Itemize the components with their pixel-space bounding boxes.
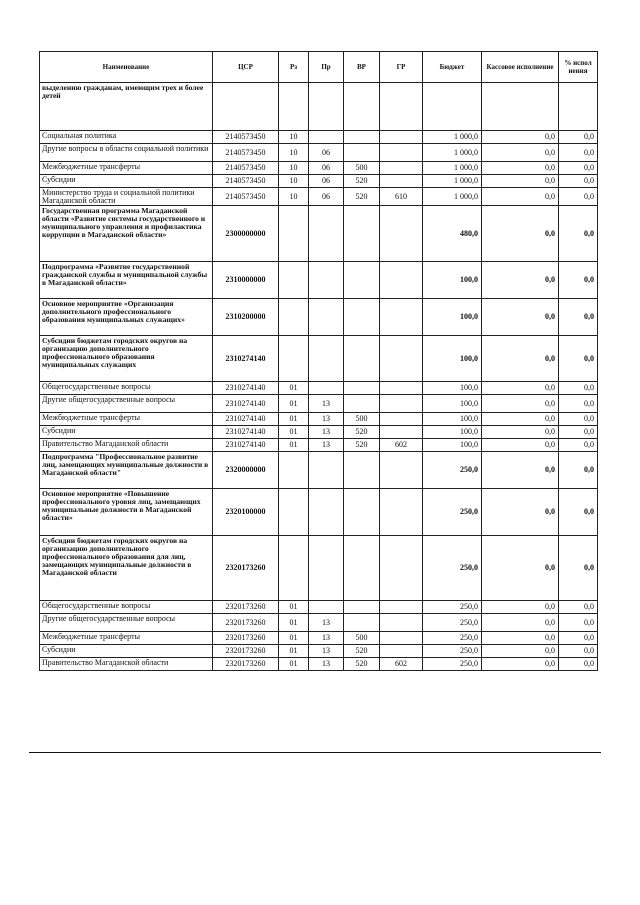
cell-rz: [279, 536, 309, 601]
cell-name: Основное мероприятие «Повышение профессионального уровня лиц, замещающих муниципальные должности в Магаданской области»: [40, 489, 213, 536]
cell-pct: 0,0: [559, 658, 598, 671]
cell-vr: 520: [344, 439, 380, 452]
cell-cash: 0,0: [482, 489, 559, 536]
cell-pr: 13: [309, 439, 344, 452]
cell-name: Другие общегосударственные вопросы: [40, 614, 213, 632]
table-row: [40, 413, 598, 426]
cell-budget: 250,0: [423, 645, 482, 658]
cell-vr: [344, 144, 380, 162]
cell-cash: 0,0: [482, 601, 559, 614]
cell-gr: 610: [380, 188, 423, 206]
cell-rz: 10: [279, 188, 309, 206]
cell-gr: [380, 206, 423, 262]
cell-cash: 0,0: [482, 162, 559, 175]
cell-name: Субсидии: [40, 426, 213, 439]
cell-rz: 01: [279, 632, 309, 645]
cell-pr: 13: [309, 413, 344, 426]
cell-csr: 2140573450: [213, 188, 279, 206]
cell-vr: [344, 206, 380, 262]
cell-budget: 100,0: [423, 262, 482, 299]
cell-budget: 250,0: [423, 452, 482, 489]
header-rz: Рз: [279, 52, 309, 83]
header-pr: Пр: [309, 52, 344, 83]
cell-rz: 01: [279, 658, 309, 671]
cell-cash: 0,0: [482, 439, 559, 452]
table-row: [40, 144, 598, 162]
cell-rz: [279, 489, 309, 536]
cell-pr: [309, 336, 344, 382]
cell-csr: 2310274140: [213, 413, 279, 426]
table-row: [40, 175, 598, 188]
cell-pr: 13: [309, 658, 344, 671]
cell-vr: [344, 382, 380, 395]
table-row: [40, 426, 598, 439]
cell-pr: [309, 299, 344, 336]
cell-name: Другие общегосударственные вопросы: [40, 395, 213, 413]
cell-pct: 0,0: [559, 162, 598, 175]
cell-rz: 01: [279, 413, 309, 426]
cell-gr: [380, 336, 423, 382]
cell-rz: 10: [279, 144, 309, 162]
cell-name: Субсидии: [40, 175, 213, 188]
cell-vr: 500: [344, 632, 380, 645]
cell-vr: [344, 614, 380, 632]
cell-pct: 0,0: [559, 144, 598, 162]
cell-budget: 100,0: [423, 439, 482, 452]
cell-rz: [279, 299, 309, 336]
table-header-row: [40, 52, 598, 83]
cell-vr: [344, 452, 380, 489]
cell-pr: 06: [309, 188, 344, 206]
cell-name: Общегосударственные вопросы: [40, 601, 213, 614]
cell-rz: 01: [279, 645, 309, 658]
budget-table-sheet: [39, 51, 597, 671]
cell-csr: 2310200000: [213, 299, 279, 336]
header-budget: Бюджет: [423, 52, 482, 83]
cell-csr: [213, 83, 279, 131]
table-row: [40, 645, 598, 658]
cell-pct: 0,0: [559, 175, 598, 188]
cell-csr: 2310274140: [213, 426, 279, 439]
cell-vr: [344, 83, 380, 131]
cell-pct: 0,0: [559, 382, 598, 395]
cell-pct: 0,0: [559, 489, 598, 536]
cell-cash: 0,0: [482, 632, 559, 645]
cell-csr: 2310274140: [213, 439, 279, 452]
cell-csr: 2320100000: [213, 489, 279, 536]
cell-name: Социальная политика: [40, 131, 213, 144]
cell-vr: [344, 536, 380, 601]
cell-pr: [309, 489, 344, 536]
cell-cash: 0,0: [482, 299, 559, 336]
cell-name: Правительство Магаданской области: [40, 439, 213, 452]
cell-budget: 100,0: [423, 299, 482, 336]
cell-budget: 250,0: [423, 632, 482, 645]
cell-vr: [344, 336, 380, 382]
cell-pct: 0,0: [559, 614, 598, 632]
cell-pr: [309, 131, 344, 144]
header-gr: ГР: [380, 52, 423, 83]
cell-gr: [380, 426, 423, 439]
cell-name: Министерство труда и социальной политики Магаданской области: [40, 188, 213, 206]
cell-pr: [309, 452, 344, 489]
cell-csr: 2320173260: [213, 601, 279, 614]
cell-cash: 0,0: [482, 131, 559, 144]
cell-cash: 0,0: [482, 206, 559, 262]
cell-gr: [380, 162, 423, 175]
cell-budget: [423, 83, 482, 131]
bottom-divider: [29, 752, 601, 753]
cell-pct: 0,0: [559, 601, 598, 614]
cell-name: Субсидии бюджетам городских округов на организацию дополнительного профессионального образования для лиц, замещающих муниципальные должности в Магаданской области: [40, 536, 213, 601]
cell-cash: 0,0: [482, 645, 559, 658]
cell-cash: 0,0: [482, 382, 559, 395]
cell-rz: [279, 452, 309, 489]
cell-budget: 1 000,0: [423, 144, 482, 162]
cell-name: Подпрограмма "Профессиональное развитие лиц, замещающих муниципальные должности в Магаданской области": [40, 452, 213, 489]
budget-table: [39, 51, 598, 671]
cell-rz: [279, 262, 309, 299]
cell-cash: 0,0: [482, 336, 559, 382]
cell-csr: 2140573450: [213, 175, 279, 188]
table-row: [40, 601, 598, 614]
header-vr: ВР: [344, 52, 380, 83]
cell-name: Субсидии бюджетам городских округов на организацию дополнительного профессионального образования муниципальных служащих: [40, 336, 213, 382]
cell-csr: 2320173260: [213, 614, 279, 632]
cell-budget: 1 000,0: [423, 131, 482, 144]
cell-gr: [380, 632, 423, 645]
cell-pr: 13: [309, 632, 344, 645]
cell-pr: 13: [309, 645, 344, 658]
table-row: [40, 382, 598, 395]
cell-name: Другие вопросы в области социальной политики: [40, 144, 213, 162]
cell-vr: [344, 299, 380, 336]
cell-pr: 13: [309, 395, 344, 413]
cell-gr: [380, 452, 423, 489]
header-csr: ЦСР: [213, 52, 279, 83]
cell-pr: [309, 536, 344, 601]
cell-vr: [344, 131, 380, 144]
cell-name: Общегосударственные вопросы: [40, 382, 213, 395]
cell-gr: [380, 299, 423, 336]
cell-pct: 0,0: [559, 262, 598, 299]
cell-cash: [482, 83, 559, 131]
cell-rz: 01: [279, 601, 309, 614]
cell-rz: [279, 206, 309, 262]
cell-gr: [380, 645, 423, 658]
cell-vr: 520: [344, 658, 380, 671]
cell-budget: 250,0: [423, 601, 482, 614]
cell-pct: 0,0: [559, 536, 598, 601]
cell-csr: 2320000000: [213, 452, 279, 489]
cell-gr: [380, 601, 423, 614]
cell-csr: 2320173260: [213, 536, 279, 601]
table-row: [40, 452, 598, 489]
cell-pr: 06: [309, 144, 344, 162]
cell-pct: 0,0: [559, 188, 598, 206]
cell-csr: 2320173260: [213, 645, 279, 658]
cell-gr: [380, 131, 423, 144]
table-row: [40, 632, 598, 645]
cell-gr: [380, 83, 423, 131]
cell-rz: 01: [279, 439, 309, 452]
cell-rz: 01: [279, 382, 309, 395]
cell-budget: 100,0: [423, 413, 482, 426]
cell-budget: 250,0: [423, 658, 482, 671]
cell-name: Межбюджетные трансферты: [40, 632, 213, 645]
cell-budget: 1 000,0: [423, 188, 482, 206]
cell-vr: 500: [344, 162, 380, 175]
table-row: [40, 614, 598, 632]
cell-csr: 2140573450: [213, 162, 279, 175]
cell-cash: 0,0: [482, 536, 559, 601]
cell-gr: [380, 262, 423, 299]
cell-pr: [309, 601, 344, 614]
cell-csr: 2310274140: [213, 395, 279, 413]
cell-csr: 2300000000: [213, 206, 279, 262]
cell-pct: 0,0: [559, 299, 598, 336]
cell-budget: 250,0: [423, 489, 482, 536]
cell-budget: 250,0: [423, 614, 482, 632]
cell-name: Правительство Магаданской области: [40, 658, 213, 671]
table-row: [40, 206, 598, 262]
cell-cash: 0,0: [482, 614, 559, 632]
cell-pct: 0,0: [559, 439, 598, 452]
cell-csr: 2140573450: [213, 131, 279, 144]
cell-pct: 0,0: [559, 395, 598, 413]
cell-pct: 0,0: [559, 426, 598, 439]
cell-name: выделению гражданам, имеющим трех и более детей: [40, 83, 213, 131]
cell-rz: 10: [279, 131, 309, 144]
cell-cash: 0,0: [482, 395, 559, 413]
header-name: Наименование: [40, 52, 213, 83]
cell-gr: [380, 144, 423, 162]
cell-name: Подпрограмма «Развитие государственной гражданской службы и муниципальной службы в Магаданской области»: [40, 262, 213, 299]
cell-name: Основное мероприятие «Организация дополнительного профессионального образования муниципальных служащих»: [40, 299, 213, 336]
cell-pr: [309, 206, 344, 262]
cell-pct: 0,0: [559, 452, 598, 489]
cell-cash: 0,0: [482, 175, 559, 188]
cell-name: Межбюджетные трансферты: [40, 162, 213, 175]
cell-gr: [380, 382, 423, 395]
cell-csr: 2320173260: [213, 658, 279, 671]
cell-vr: [344, 395, 380, 413]
cell-budget: 100,0: [423, 382, 482, 395]
table-row: [40, 299, 598, 336]
cell-gr: 602: [380, 658, 423, 671]
cell-rz: 10: [279, 175, 309, 188]
cell-pr: 13: [309, 426, 344, 439]
cell-rz: 10: [279, 162, 309, 175]
cell-csr: 2310274140: [213, 382, 279, 395]
cell-csr: 2310000000: [213, 262, 279, 299]
cell-gr: [380, 175, 423, 188]
table-row: [40, 83, 598, 131]
cell-name: Межбюджетные трансферты: [40, 413, 213, 426]
cell-budget: 1 000,0: [423, 162, 482, 175]
cell-cash: 0,0: [482, 188, 559, 206]
cell-pct: 0,0: [559, 413, 598, 426]
cell-cash: 0,0: [482, 452, 559, 489]
cell-csr: 2320173260: [213, 632, 279, 645]
cell-vr: 500: [344, 413, 380, 426]
table-body: [40, 83, 598, 671]
cell-gr: [380, 413, 423, 426]
cell-rz: [279, 336, 309, 382]
cell-cash: 0,0: [482, 658, 559, 671]
table-row: [40, 658, 598, 671]
cell-vr: [344, 601, 380, 614]
table-row: [40, 336, 598, 382]
cell-budget: 100,0: [423, 426, 482, 439]
cell-budget: 480,0: [423, 206, 482, 262]
table-row: [40, 439, 598, 452]
table-row: [40, 188, 598, 206]
cell-pct: 0,0: [559, 632, 598, 645]
cell-cash: 0,0: [482, 413, 559, 426]
cell-gr: [380, 536, 423, 601]
cell-vr: 520: [344, 426, 380, 439]
cell-cash: 0,0: [482, 262, 559, 299]
cell-pr: [309, 83, 344, 131]
cell-gr: [380, 614, 423, 632]
table-row: [40, 262, 598, 299]
cell-budget: 100,0: [423, 336, 482, 382]
cell-pr: 06: [309, 162, 344, 175]
header-cash: Кассовое исполнение: [482, 52, 559, 83]
cell-pr: 13: [309, 614, 344, 632]
cell-vr: 520: [344, 188, 380, 206]
cell-pct: 0,0: [559, 131, 598, 144]
table-row: [40, 395, 598, 413]
cell-pr: [309, 262, 344, 299]
cell-vr: 520: [344, 175, 380, 188]
cell-csr: 2140573450: [213, 144, 279, 162]
table-row: [40, 162, 598, 175]
cell-vr: [344, 489, 380, 536]
cell-budget: 100,0: [423, 395, 482, 413]
cell-vr: 520: [344, 645, 380, 658]
table-row: [40, 489, 598, 536]
cell-name: Субсидии: [40, 645, 213, 658]
cell-pct: [559, 83, 598, 131]
cell-budget: 250,0: [423, 536, 482, 601]
cell-gr: 602: [380, 439, 423, 452]
cell-pct: 0,0: [559, 206, 598, 262]
cell-cash: 0,0: [482, 144, 559, 162]
table-row: [40, 131, 598, 144]
cell-rz: 01: [279, 395, 309, 413]
cell-pr: 06: [309, 175, 344, 188]
cell-budget: 1 000,0: [423, 175, 482, 188]
cell-rz: 01: [279, 614, 309, 632]
cell-cash: 0,0: [482, 426, 559, 439]
cell-pr: [309, 382, 344, 395]
cell-csr: 2310274140: [213, 336, 279, 382]
cell-rz: [279, 83, 309, 131]
table-row: [40, 536, 598, 601]
cell-name: Государственная программа Магаданской области «Развитие системы государственного и муниципального управления и профилактика коррупции в Магаданской области»: [40, 206, 213, 262]
cell-gr: [380, 489, 423, 536]
header-pct: % испол нения: [559, 52, 598, 83]
cell-pct: 0,0: [559, 336, 598, 382]
cell-rz: 01: [279, 426, 309, 439]
cell-pct: 0,0: [559, 645, 598, 658]
cell-vr: [344, 262, 380, 299]
cell-gr: [380, 395, 423, 413]
